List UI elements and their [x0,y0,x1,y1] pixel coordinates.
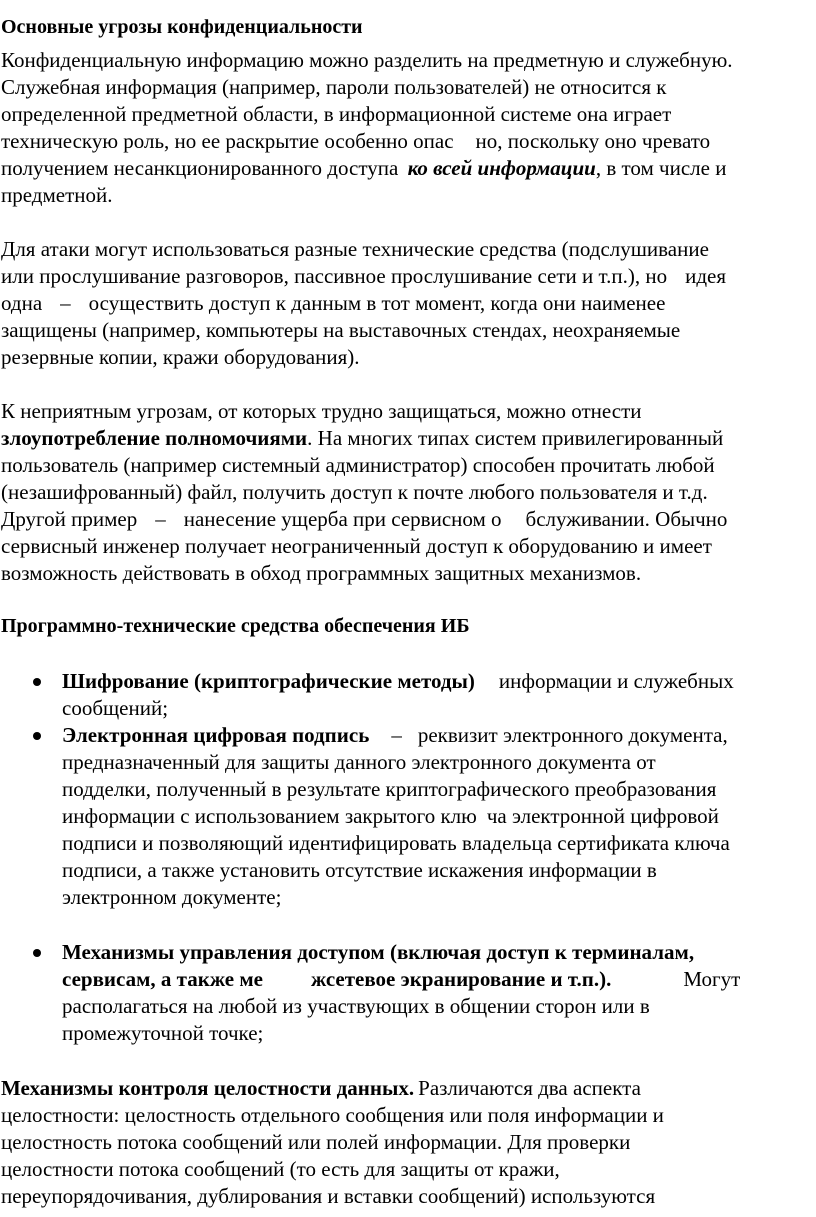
paragraph-integrity-control [1,1075,816,1210]
text-line [62,668,816,695]
term-digital-signature: Электронная цифровая подпись [62,723,370,747]
text-line: предназначенный для защиты данного электронного документа от [62,750,656,774]
spacer [1,911,816,939]
emphasis-all-information: ко всей информации [407,156,596,180]
text-line [1,425,816,452]
spacer [1,209,816,236]
term-encryption: Шифрование (криптографические методы) [62,669,475,693]
bullet-icon [33,678,41,686]
text-fragment: Различаются два аспекта [418,1076,641,1100]
text-line: переупорядочивания, дублирования и вставки сообщений) используются [1,1184,656,1208]
text-line: определенной предметной области, в информационной системе она играет [1,102,672,126]
text-fragment: , в том числе и [595,156,727,180]
bullet-icon [33,949,41,957]
text-fragment: осуществить доступ к данным в тот момент, когда они наименее [88,291,666,315]
term-integrity-control: Механизмы контроля целостности данных. [1,1076,415,1100]
heading-confidentiality-threats: Основные угрозы конфиденциальности [1,16,363,38]
text-line: К неприятным угрозам, от которых трудно защищаться, можно отнести [1,399,642,423]
text-fragment: информации с использованием закрытого клю [62,804,477,828]
text-line [62,722,816,749]
document-page [0,14,816,1210]
list-item-encryption [1,668,816,722]
text-fragment: но, поскольку оно чревато [475,129,711,153]
text-fragment: одна [1,291,43,315]
text-fragment: бслуживании. Обычно [525,507,728,531]
text-line [1,290,816,317]
spacer [1,640,816,668]
text-fragment: или прослушивание разговоров, пассивное прослушивание сети и т.п.), но [1,264,668,288]
text-line: Служебная информация (например, пароли пользователей) не относится к [1,75,667,99]
text-fragment: ча электронной цифровой [486,804,719,828]
text-line: Конфиденциальную информацию можно разделить на предметную и служебную. [1,48,733,72]
dash: – [155,507,166,531]
text-fragment: . На многих типах систем привилегированный [307,426,724,450]
text-line [1,1075,816,1102]
text-fragment: идея [685,264,726,288]
text-fragment: Могут [683,967,741,991]
text-line: располагаться на любой из участвующих в общении сторон или в [62,994,650,1018]
list-item-digital-signature [1,722,816,911]
text-fragment: жсетевое экранирование и т.п.). [310,967,612,991]
text-line: целостности: целостность отдельного сообщения или поля информации и [1,1103,664,1127]
text-line: целостность потока сообщений или полей информации. Для проверки [1,1130,631,1154]
text-fragment: нанесение ущерба при сервисном о [183,507,502,531]
text-line: подписи, а также установить отсутствие искажения информации в [62,858,657,882]
text-fragment: Другой пример [1,507,138,531]
text-line: целостности потока сообщений (то есть для защиты от кражи, [1,1157,560,1181]
text-line: Механизмы управления доступом (включая доступ к терминалам, [62,940,695,964]
spacer [1,1047,816,1075]
text-fragment: реквизит электронного документа, [417,723,728,747]
dash: – [391,723,402,747]
spacer [1,371,816,398]
list-item-access-control [1,939,816,1047]
text-fragment: техническую роль, но ее раскрытие особенно опас [1,129,454,153]
text-line: промежуточной точке; [62,1021,264,1045]
dash: – [60,291,71,315]
text-line [62,966,816,993]
text-line [1,128,816,155]
text-fragment: информации и служебных [498,669,734,693]
text-line: (незашифрованный) файл, получить доступ к почте любого пользователя и т.д. [1,480,708,504]
text-line: предметной. [1,183,113,207]
text-line [1,155,816,182]
text-line: подписи и позволяющий идентифицировать владельца сертификата ключа [62,831,730,855]
bullet-icon [33,732,41,740]
text-line: возможность действовать в обход программных защитных механизмов. [1,561,642,585]
text-line: электронном документе; [62,885,282,909]
text-line: сервисный инженер получает неограниченный доступ к оборудованию и имеет [1,534,712,558]
text-line [62,803,816,830]
text-line: пользователь (например системный администратор) способен прочитать любой [1,453,715,477]
spacer [1,587,816,613]
text-fragment: сервисам, а также ме [62,967,263,991]
text-line [1,506,816,533]
text-line: сообщений; [62,696,169,720]
text-line [1,263,816,290]
emphasis-privilege-abuse: злоупотребление полномочиями [1,426,308,450]
text-line: защищены (например, компьютеры на выставочных стендах, неохраняемые [1,318,681,342]
text-line: резервные копии, кражи оборудования). [1,345,360,369]
paragraph-attack-means [1,236,816,371]
heading-software-hardware-means: Программно-технические средства обеспечения ИБ [1,615,470,637]
text-line: Для атаки могут использоваться разные технические средства (подслушивание [1,237,709,261]
text-line: подделки, полученный в результате криптографического преобразования [62,777,717,801]
paragraph-service-info [1,47,816,209]
paragraph-privilege-abuse [1,398,816,587]
text-fragment: получением несанкционированного доступа [1,156,404,180]
